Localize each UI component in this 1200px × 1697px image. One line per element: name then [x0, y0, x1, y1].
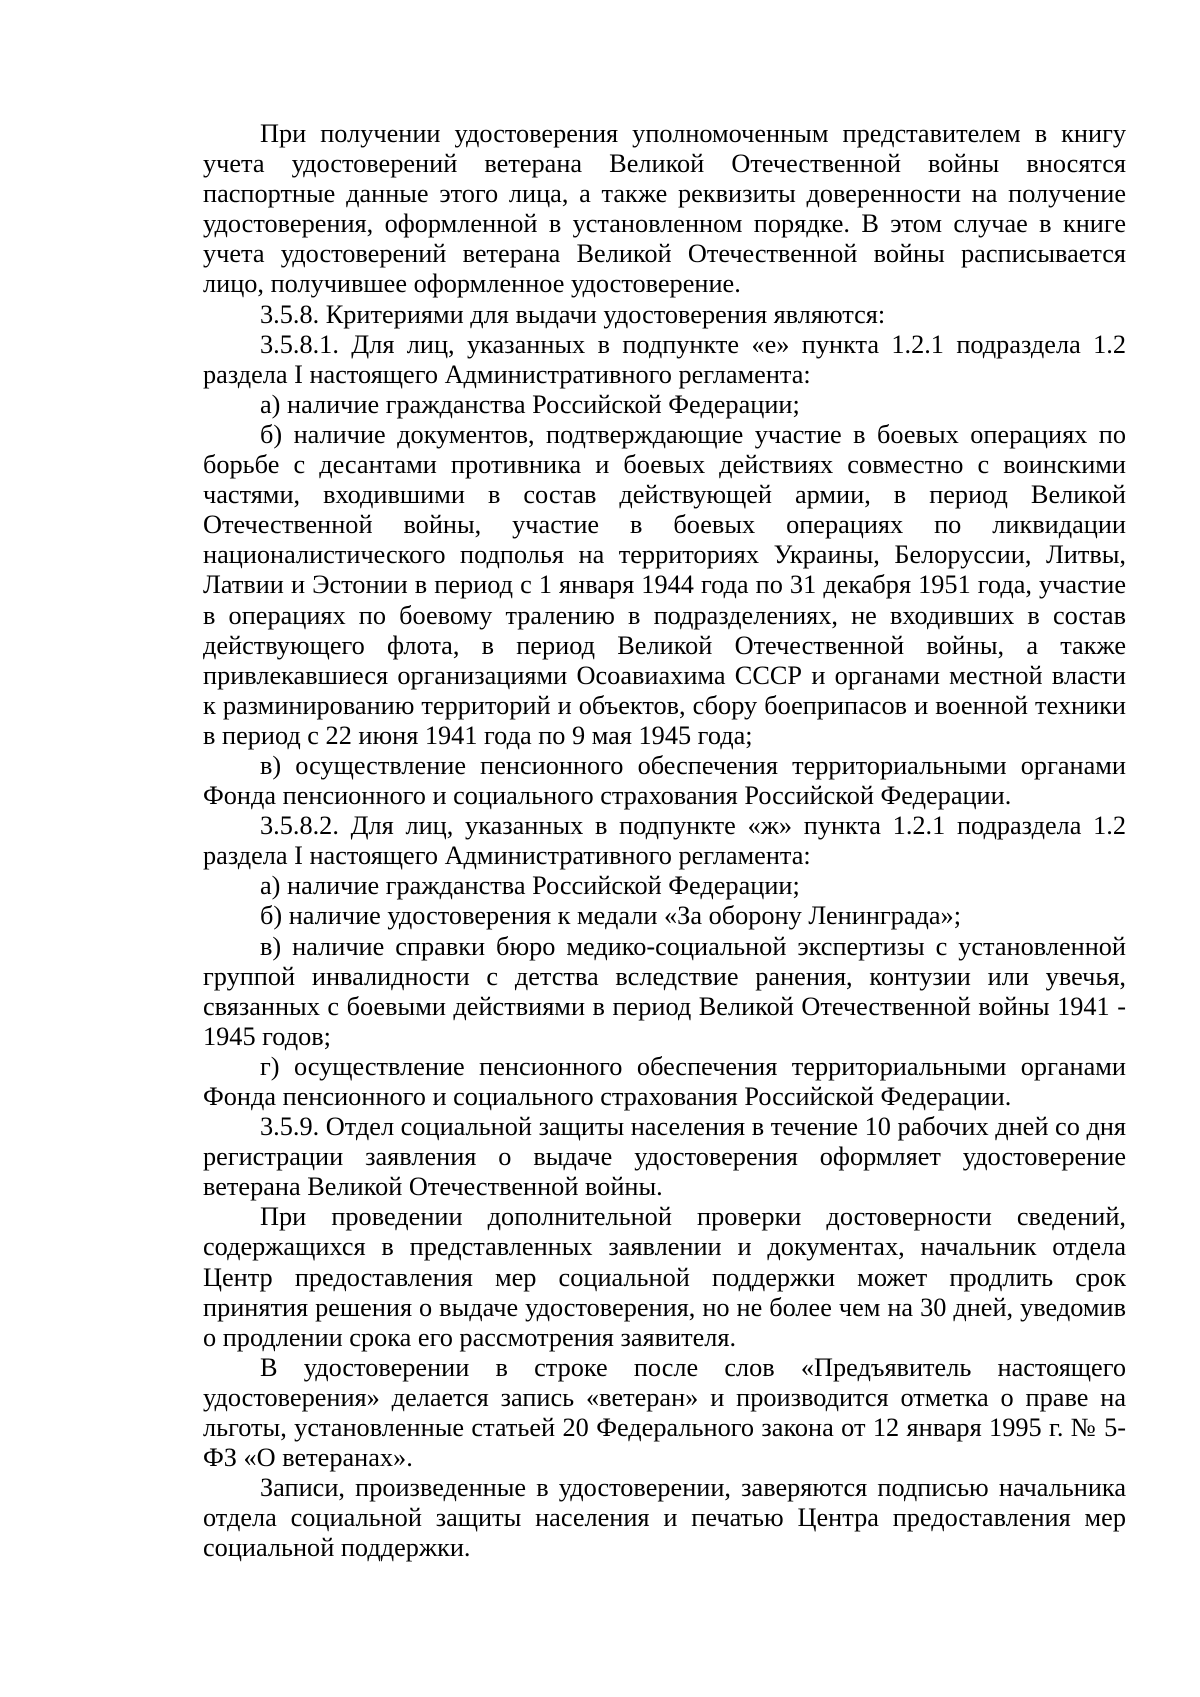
paragraph-3-5-8-1: 3.5.8.1. Для лиц, указанных в подпункте «е» пункта 1.2.1 подраздела 1.2 раздела I настоящего Административного регламента: — [203, 329, 1126, 389]
list-item-g-pension: г) осуществление пенсионного обеспечения территориальными органами Фонда пенсионного и социального страхования Российской Федерации. — [203, 1051, 1126, 1111]
paragraph-3-5-9: 3.5.9. Отдел социальной защиты населения в течение 10 рабочих дней со дня регистрации заявления о выдаче удостоверения оформляет удостоверение ветерана Великой Отечественной войны. — [203, 1112, 1126, 1202]
list-item-v-disability: в) наличие справки бюро медико-социальной экспертизы с установленной группой инвалидности с детства вследствие ранения, контузии или увечья, связанных с боевыми действиями в период Великой Отечественной войны 1941 - 1945 годов; — [203, 931, 1126, 1051]
paragraph-veteran-record: В удостоверении в строке после слов «Предъявитель настоящего удостоверения» делается запись «ветеран» и производится отметка о праве на льготы, установленные статьей 20 Федерального закона от 12 января 1995 г. № 5-ФЗ «О ветеранах». — [203, 1352, 1126, 1473]
list-item-a-citizenship: а) наличие гражданства Российской Федерации; — [260, 389, 800, 419]
paragraph-3-5-8: 3.5.8. Критериями для выдачи удостоверения являются: — [260, 299, 886, 329]
paragraph-certification: Записи, произведенные в удостоверении, заверяются подписью начальника отдела социальной защиты населения и печатью Центра предоставления мер социальной поддержки. — [203, 1473, 1126, 1563]
list-item-v-pension: в) осуществление пенсионного обеспечения территориальными органами Фонда пенсионного и социального страхования Российской Федерации. — [203, 750, 1126, 811]
list-item-b-documents: б) наличие документов, подтверждающие участие в боевых операциях по борьбе с десантами противника и боевых действиях совместно с воинскими частями, входившими в состав действующей армии, в период Великой Отечественной войны, участие в боевых операциях по ликвидации националистического подполья на территориях Украины, Белоруссии, Литвы, Латвии и Эстонии в период с 1 января 1944 года по 31 декабря 1951 года, участие в операциях по боевому тралению в подразделениях, не входивших в состав действующего флота, в период Великой Отечественной войны, а также привлекавшиеся организациями Осоавиахима СССР и органами местной власти к разминированию территорий и объектов, сбору боеприпасов и военной техники в период с 22 июня 1941 года по 9 мая 1945 года; — [203, 419, 1126, 750]
list-item-a-citizenship-2: а) наличие гражданства Российской Федерации; — [260, 871, 800, 901]
document-page — [203, 119, 1126, 1564]
list-item-b-medal: б) наличие удостоверения к медали «За оборону Ленинграда»; — [260, 901, 962, 931]
paragraph-3-5-8-2: 3.5.8.2. Для лиц, указанных в подпункте «ж» пункта 1.2.1 подраздела 1.2 раздела I настоящего Административного регламента: — [203, 811, 1126, 871]
paragraph-additional-check: При проведении дополнительной проверки достоверности сведений, содержащихся в представленных заявлении и документах, начальник отдела Центр предоставления мер социальной поддержки может продлить срок принятия решения о выдаче удостоверения, но не более чем на 30 дней, уведомив о продлении срока его рассмотрения заявителя. — [203, 1202, 1126, 1352]
paragraph-authorized-representative: При получении удостоверения уполномоченным представителем в книгу учета удостоверений ветерана Великой Отечественной войны вносятся паспортные данные этого лица, а также реквизиты доверенности на получение удостоверения, оформленной в установленном порядке. В этом случае в книге учета удостоверений ветерана Великой Отечественной войны расписывается лицо, получившее оформленное удостоверение. — [203, 119, 1126, 299]
